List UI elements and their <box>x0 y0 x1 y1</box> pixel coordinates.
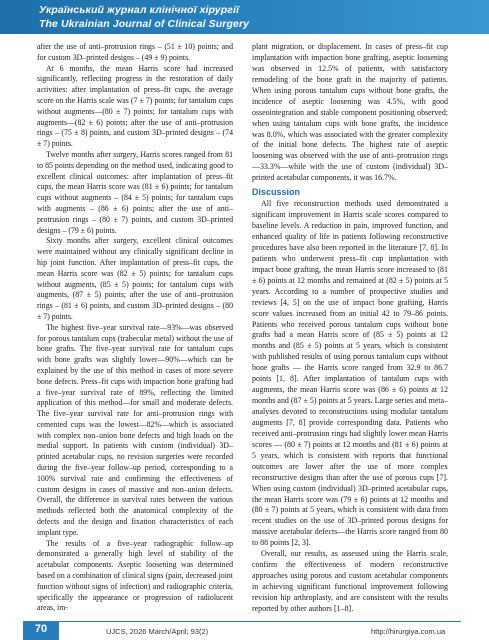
journal-title-english: The Ukrainian Journal of Clinical Surgery <box>39 18 250 30</box>
paragraph: Twelve months after surgery, Harris scores ranged from 81 to 85 points depending on the method used, indicating good to excellent clinical outcomes: after implantation of press–fit cups, the mean Harris score was (81 ± 6) points; for tantalum cups without augments – (84 ± 5) points; for tantalum cups with augments – (86 ± 6) points; after the use of anti–protrusion rings – (80 ± 7) points, and custom 3D–printed designs – (79 ± 6) points. <box>37 149 233 235</box>
paragraph: Sixty months after surgery, excellent clinical outcomes were maintained without any clinically significant decline in hip joint function. After implantation of press–fit cups, the mean Harris score was (82 ± 5) points; for tantalum cups without augments, (85 ± 5) points; for tantalum cups with augments, (87 ± 5) points; after the use of anti–protrusion rings – (81 ± 6) points, and custom 3D–printed designs – (80 ± 7) points. <box>37 236 233 321</box>
footer-website-link[interactable]: http://hirurgiya.com.ua <box>371 627 446 636</box>
page-number-box <box>23 621 59 640</box>
paragraph: after the use of anti–protrusion rings – (51 ± 10) points; and for custom 3D–printed designs – (49 ± 9) points. <box>37 42 233 62</box>
paragraph: The highest five–year survival rate—93%—was observed for porous tantalum cups (trabecular metal) without the use of bone grafts. The five–year survival rate for tantalum cups with bone grafts was slightly lower—90%—which can be explained by the use of this method in cases of more severe bone defects. Press–fit cups with impaction bone grafting had a five–year survival rate of 89%, reflecting the limited application of this method—for small and moderate defects. The five–year survival rate for anti–protrusion rings with cemented cups was the lowest—82%—which is associated with complex non–union bone defects and high loads on the medial support. In patients with custom (individual) 3D–printed acetabular cups, no revision surgeries were recorded during the five–year follow–up period, corresponding to a 100% survival rate and confirming the effectiveness of custom designs in cases of massive and non–union defects. Overall, the difference in survival rates between the various methods reflected both the anatomical complexity of the defects and the design and fixation characteristics of each implant type. <box>37 322 233 537</box>
paragraph: The results of a five–year radiographic follow–up demonstrated a generally high level of stability of the acetabular components. Aseptic loosening was determined based on a combination of clinical signs (pain, decreased joint function without signs of infection) and radiographic criteria, specifically the appearance or progression of radiolucent areas, im- <box>37 538 233 613</box>
paragraph: All five reconstruction methods used demonstrated a significant improvement in Harris scale scores compared to baseline levels. A reduction in pain, improved function, and enhanced quality of life in patients following reconstructive procedures have also been reported in the literature [7, 8]. In patients who underwent press–fit cup implantation with impact bone grafting, the mean Harris score increased to (81 ± 6) points at 12 months and remained at (82 ± 5) points at 5 years. According to a number of prospective studies and reviews [4, 5] on the use of impact bone grafting, Harris score values increased from an initial 42 to 79–86 points. Patients who received porous tantalum cups without bone grafts had a mean Harris score of (85 ± 5) points at 12 months and (85 ± 5) points at 5 years, which is consistent with published results of using porous tantalum cups without bone grafts — the Harris score ranged from 32.9 to 86.7 points [1, 8]. After implantation of tantalum cups with augments, the mean Harris score was (86 ± 6) points at 12 months and (87 ± 5) points at 5 years. Large series and meta–analyses devoted to reconstructions using modular tantalum augments [7, 8] provide corresponding data. Patients who received anti–protrusion rings had slightly lower mean Harris scores — (80 ± 7) points at 12 months and (81 ± 6) points at 5 years, which is consistent with reports that functional outcomes are lower after the use of more complex reconstructive designs than after the use of porous cups [7]. When using custom (individual) 3D–printed acetabular cups, the mean Harris score was (79 ± 6) points at 12 months and (80 ± 7) points at 5 years, which is consistent with data from recent studies on the use of 3D–printed porous designs for massive acetabular defects—the Harris score ranged from 80 to 88 points [2, 3]. <box>252 199 448 548</box>
footer-journal-reference: UJCS, 2026 March/April; 93(2) <box>106 627 209 636</box>
right-text-column <box>252 42 448 615</box>
section-heading-discussion: Discussion <box>252 187 301 198</box>
page-number: 70 <box>34 623 48 635</box>
paragraph: At 6 months, the mean Harris score had increased significantly, reflecting progress in the restoration of daily activities: after implantation of press–fit cups, the average score on the Harris scale was (7 ± 7) points; for tantalum cups without augments—(80 ± 7) points; for tantalum cups with augments—(82 ± 6) points; after the use of anti–protrusion rings – (75 ± 8) points, and custom 3D–printed designs – (74 ± 7) points. <box>37 63 233 149</box>
paragraph: plant migration, or displacement. In cases of press–fit cup implantation with impaction bone grafting, aseptic loosening was observed in 12.5% of patients, with satisfactory remodeling of the bone graft in the majority of patients. When using porous tantalum cups without bone grafts, the incidence of aseptic loosening was 4.5%, with good osseointegration and stable component positioning observed; when using tantalum cups with bone grafts, the incidence was 8.0%, which was associated with the greater complexity of the initial bone defects. The highest rate of aseptic loosening was observed with the use of anti–protrusion rings—33.3%—while with the use of custom (individual) 3D–printed acetabular components, it was 16.7%. <box>252 42 448 183</box>
footer-rule <box>59 621 461 622</box>
left-text-column <box>37 42 233 614</box>
journal-title-ukrainian: Український журнал клінічної хірургії <box>39 4 239 16</box>
journal-header-banner <box>0 0 489 34</box>
paragraph: Overall, our results, as assessed using the Harris scale, confirm the effectiveness of modern reconstructive approaches using porous and custom acetabular components in achieving significant functional improvement following revision hip arthroplasty, and are consistent with the results reported by other authors [1–8]. <box>252 549 448 613</box>
